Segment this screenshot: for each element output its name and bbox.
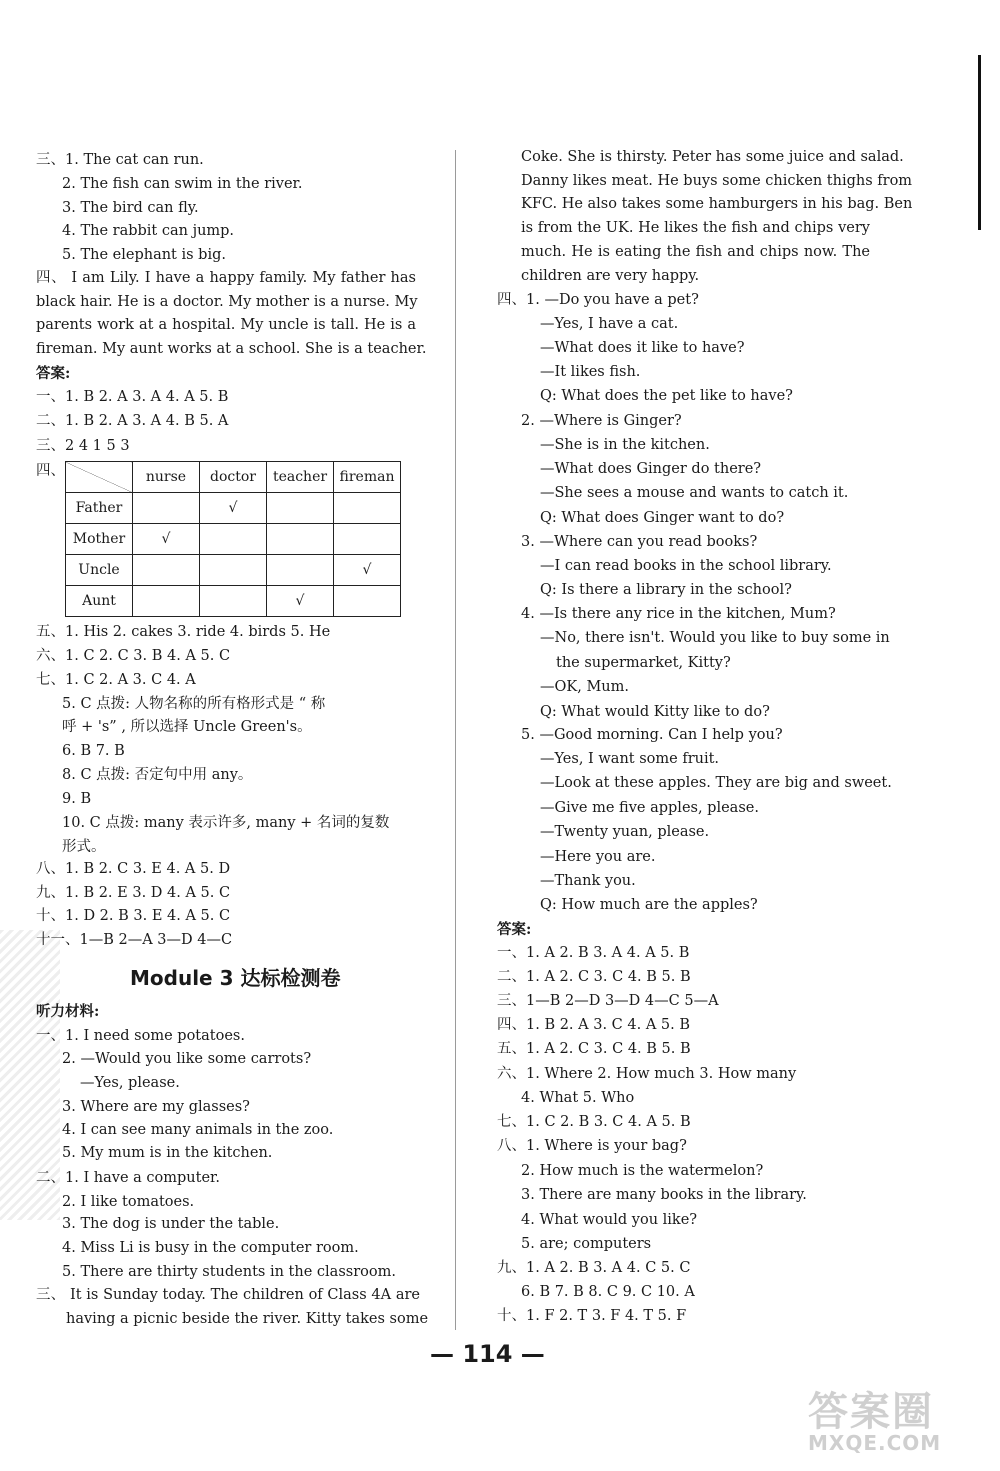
table-cell xyxy=(133,555,200,586)
table-cell xyxy=(267,524,334,555)
row-label: Father xyxy=(66,493,133,524)
dialogue-line: —Yes, I have a cat. xyxy=(540,316,679,332)
answer-line: 四、1. B 2. A 3. C 4. A 5. B xyxy=(497,1017,691,1033)
dialogue-line: —What does it like to have? xyxy=(540,340,745,356)
table-row xyxy=(66,524,401,555)
dialogue-line: 5. —Good morning. Can I help you? xyxy=(521,727,783,743)
table-cell xyxy=(267,493,334,524)
answer-line: 6. B 7. B xyxy=(62,743,125,759)
answer-line: 4. What would you like? xyxy=(521,1212,698,1228)
text-line: 4. I can see many animals in the zoo. xyxy=(62,1122,334,1138)
passage-line: having a picnic beside the river. Kitty takes some xyxy=(66,1311,429,1327)
answer-line: 5. C 点拨: 人物名称的所有格形式是 “ 称 xyxy=(62,696,326,712)
dialogue-line: 四、1. —Do you have a pet? xyxy=(497,292,699,308)
listening-label: 听力材料: xyxy=(36,1003,100,1020)
question-line: Q: How much are the apples? xyxy=(540,897,758,913)
passage-line: Coke. She is thirsty. Peter has some juice and salad. xyxy=(521,149,904,165)
text-line: 5. My mum is in the kitchen. xyxy=(62,1145,273,1161)
text-line: 2. I like tomatoes. xyxy=(62,1194,195,1210)
dialogue-line: —Yes, I want some fruit. xyxy=(540,751,720,767)
text-line: 2. —Would you like some carrots? xyxy=(62,1051,312,1067)
watermark-text: 答案圈 xyxy=(808,1389,934,1435)
answer-line: 九、1. B 2. E 3. D 4. A 5. C xyxy=(36,885,231,901)
text-line: 3. Where are my glasses? xyxy=(62,1099,250,1115)
table-header-cell: nurse xyxy=(133,462,200,493)
answer-line: 10. C 点拨: many 表示许多, many + 名词的复数 xyxy=(62,815,390,831)
table-header-cell: teacher xyxy=(267,462,334,493)
table-cell xyxy=(200,555,267,586)
answer-line: 二、1. B 2. A 3. A 4. B 5. A xyxy=(36,413,229,429)
answer-line: 三、1—B 2—D 3—D 4—C 5—A xyxy=(497,993,719,1009)
table-cell xyxy=(133,493,200,524)
answer-line: 七、1. C 2. A 3. C 4. A xyxy=(36,672,196,688)
passage-line: is from the UK. He likes the fish and chips very xyxy=(521,220,870,236)
table-cell: √ xyxy=(133,524,200,555)
answer-line: 三、2 4 1 5 3 xyxy=(36,438,130,454)
table-header-cell: doctor xyxy=(200,462,267,493)
table-corner-cell xyxy=(66,462,133,493)
answer-line: 2. How much is the watermelon? xyxy=(521,1163,764,1179)
text-line: 三、1. The cat can run. xyxy=(36,152,204,168)
text-line: 3. The bird can fly. xyxy=(62,200,199,216)
answer-line: 八、1. Where is your bag? xyxy=(497,1138,687,1154)
dialogue-line: —OK, Mum. xyxy=(540,679,629,695)
answer-line: 五、1. A 2. C 3. C 4. B 5. B xyxy=(497,1041,691,1057)
passage-line: parents work at a hospital. My uncle is tall. He is a xyxy=(36,317,416,333)
dialogue-line: —What does Ginger do there? xyxy=(540,461,762,477)
answer-line: 呼 + 's” , 所以选择 Uncle Green's。 xyxy=(62,719,312,735)
dialogue-line: 3. —Where can you read books? xyxy=(521,534,758,550)
table-header-cell: fireman xyxy=(334,462,401,493)
page-number: — 114 — xyxy=(430,1340,545,1368)
table-header-row xyxy=(66,462,401,493)
table-cell xyxy=(334,586,401,617)
answer-line: 十、1. F 2. T 3. F 4. T 5. F xyxy=(497,1308,687,1324)
text-line: —Yes, please. xyxy=(80,1075,180,1091)
answer-line: 八、1. B 2. C 3. E 4. A 5. D xyxy=(36,861,231,877)
dialogue-line: —Thank you. xyxy=(540,873,636,889)
question-line: Q: What would Kitty like to do? xyxy=(540,704,770,720)
passage-line: 三、 It is Sunday today. The children of Class 4A are xyxy=(36,1287,420,1303)
table-cell: √ xyxy=(334,555,401,586)
row-label: Mother xyxy=(66,524,133,555)
dialogue-line: —It likes fish. xyxy=(540,364,641,380)
dialogue-line: —Give me five apples, please. xyxy=(540,800,759,816)
passage-line: children are very happy. xyxy=(521,268,700,284)
answer-line: 一、1. B 2. A 3. A 4. A 5. B xyxy=(36,389,229,405)
text-line: 4. The rabbit can jump. xyxy=(62,223,235,239)
question-line: Q: What does Ginger want to do? xyxy=(540,510,785,526)
answers-label: 答案: xyxy=(36,365,71,382)
dialogue-line: —Twenty yuan, please. xyxy=(540,824,710,840)
text-line: 5. There are thirty students in the classroom. xyxy=(62,1264,396,1280)
answer-line: 8. C 点拨: 否定句中用 any。 xyxy=(62,767,253,783)
page-edge-bar xyxy=(978,55,981,230)
row-label: Uncle xyxy=(66,555,133,586)
text-line: 一、1. I need some potatoes. xyxy=(36,1028,245,1044)
question-line: Q: What does the pet like to have? xyxy=(540,388,793,404)
answer-line: 二、1. A 2. C 3. C 4. B 5. B xyxy=(497,969,691,985)
answer-line: 3. There are many books in the library. xyxy=(521,1187,807,1203)
passage-line: KFC. He also takes some hamburgers in his bag. Ben xyxy=(521,196,913,212)
text-line: 2. The fish can swim in the river. xyxy=(62,176,303,192)
dialogue-line: —I can read books in the school library. xyxy=(540,558,832,574)
passage-line: Danny likes meat. He buys some chicken thighs from xyxy=(521,173,913,189)
watermark-logo xyxy=(808,1380,988,1460)
table-cell xyxy=(334,493,401,524)
module-heading: Module 3 达标检测卷 xyxy=(130,966,341,990)
answer-line: 九、1. A 2. B 3. A 4. C 5. C xyxy=(497,1260,691,1276)
dialogue-line: —No, there isn't. Would you like to buy some in xyxy=(540,630,890,646)
dialogue-line: 4. —Is there any rice in the kitchen, Mum? xyxy=(521,606,836,622)
passage-line: much. He is eating the fish and chips now. The xyxy=(521,244,870,260)
answer-line: 十、1. D 2. B 3. E 4. A 5. C xyxy=(36,908,231,924)
passage-line: 四、 I am Lily. I have a happy family. My father has xyxy=(36,270,416,286)
table-cell xyxy=(200,586,267,617)
dialogue-line: —Here you are. xyxy=(540,849,656,865)
text-line: 5. The elephant is big. xyxy=(62,247,226,263)
table-row xyxy=(66,493,401,524)
table-row xyxy=(66,586,401,617)
answer-line: 一、1. A 2. B 3. A 4. A 5. B xyxy=(497,945,690,961)
dialogue-line: —She sees a mouse and wants to catch it. xyxy=(540,485,849,501)
answer-line: 9. B xyxy=(62,791,92,807)
row-label: Aunt xyxy=(66,586,133,617)
answer-line: 六、1. Where 2. How much 3. How many xyxy=(497,1066,797,1082)
table-row xyxy=(66,555,401,586)
text-line: 4. Miss Li is busy in the computer room. xyxy=(62,1240,359,1256)
occupation-table xyxy=(65,461,401,617)
table-cell xyxy=(133,586,200,617)
watermark-url: MXQE.COM xyxy=(808,1431,942,1455)
answers-label: 答案: xyxy=(497,921,532,938)
table-cell: √ xyxy=(200,493,267,524)
answer-line: 十一、1—B 2—A 3—D 4—C xyxy=(36,932,233,948)
answer-line: 四、 xyxy=(36,463,65,479)
dialogue-line: —Look at these apples. They are big and sweet. xyxy=(540,775,892,791)
table-cell xyxy=(334,524,401,555)
table-cell xyxy=(200,524,267,555)
answer-line: 形式。 xyxy=(62,839,106,855)
dialogue-line: —She is in the kitchen. xyxy=(540,437,710,453)
question-line: Q: Is there a library in the school? xyxy=(540,582,792,598)
dialogue-line: the supermarket, Kitty? xyxy=(556,655,731,671)
answer-line: 4. What 5. Who xyxy=(521,1090,635,1106)
answer-line: 七、1. C 2. B 3. C 4. A 5. B xyxy=(497,1114,691,1130)
passage-line: fireman. My aunt works at a school. She is a teacher. xyxy=(36,341,427,357)
passage-line: black hair. He is a doctor. My mother is a nurse. My xyxy=(36,294,418,310)
dialogue-line: 2. —Where is Ginger? xyxy=(521,413,682,429)
answer-line: 5. are; computers xyxy=(521,1236,652,1252)
answer-line: 六、1. C 2. C 3. B 4. A 5. C xyxy=(36,648,231,664)
table-cell xyxy=(267,555,334,586)
text-line: 3. The dog is under the table. xyxy=(62,1216,280,1232)
answer-line: 6. B 7. B 8. C 9. C 10. A xyxy=(521,1284,695,1300)
answer-line: 五、1. His 2. cakes 3. ride 4. birds 5. He xyxy=(36,624,331,640)
column-divider xyxy=(455,150,456,1330)
table-cell: √ xyxy=(267,586,334,617)
text-line: 二、1. I have a computer. xyxy=(36,1170,220,1186)
